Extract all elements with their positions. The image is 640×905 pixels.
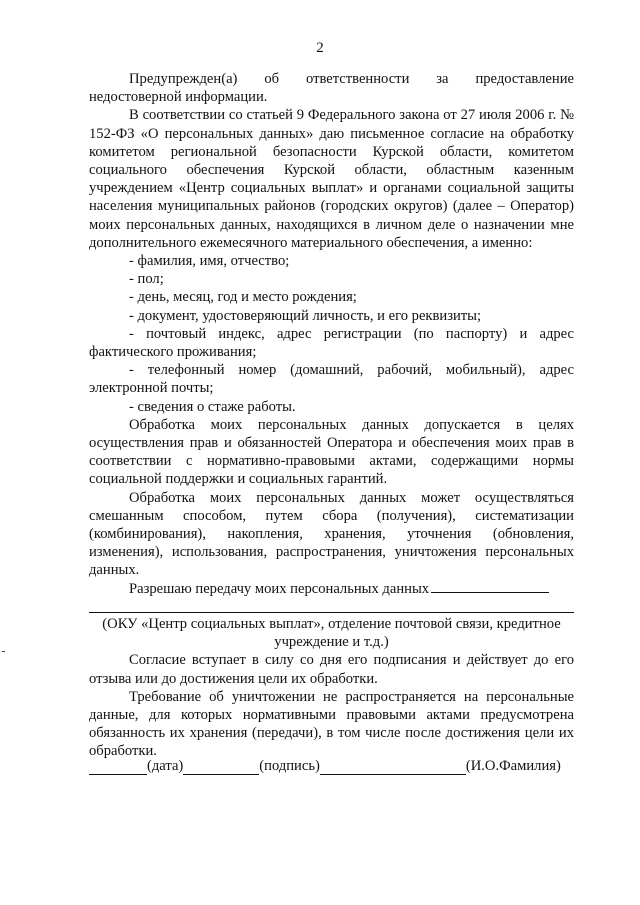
name-field[interactable] (320, 761, 466, 775)
signature-label: (подпись) (259, 758, 320, 774)
list-item: - почтовый индекс, адрес регистрации (по паспорту) и адрес фактического проживания; (89, 325, 574, 361)
signature-field[interactable] (183, 761, 259, 775)
name-label: (И.О.Фамилия) (465, 758, 561, 774)
scan-mark (2, 651, 5, 652)
document-body (89, 70, 574, 761)
transfer-note: (ОКУ «Центр социальных выплат», отделение почтовой связи, кредитное учреждение и т.д.) (102, 615, 561, 651)
purpose-paragraph: Обработка моих персональных данных допускается в целях осуществления прав и обязанностей Оператора и обеспечения моих прав в соответствии с нормативно-правовыми актами, содержащими нормы социальной поддержки и социальных гарантий. (89, 416, 574, 488)
destruction-paragraph: Требование об уничтожении не распространяется на персональные данные, для которых нормативными правовыми актами предусмотрена обязанность их хранения (передачи), в том числе после достижения цели их обработки. (89, 688, 574, 760)
transfer-recipient-line[interactable] (89, 612, 574, 613)
validity-paragraph: Согласие вступает в силу со дня его подписания и действует до его отзыва или до достижения цели их обработки. (89, 652, 574, 687)
page-number: 2 (316, 40, 324, 56)
transfer-paragraph (89, 580, 574, 598)
date-field[interactable] (89, 761, 147, 775)
transfer-text: Разрешаю передачу моих персональных данных (129, 580, 430, 597)
list-item: - день, месяц, год и место рождения; (129, 289, 357, 306)
transfer-recipient-field[interactable] (431, 580, 549, 593)
personal-data-list (89, 252, 574, 416)
methods-paragraph: Обработка моих персональных данных может осуществляться смешанным способом, путем сбора (получения), систематизации (комбинирования), накопления, хранения, уточнения (обновления, изменения), использования, распространения, уничтожения персональных данных. (89, 489, 574, 579)
list-item: - пол; (129, 271, 164, 288)
warning-paragraph: Предупрежден(а) об ответственности за предоставление недостоверной информации. (89, 71, 574, 106)
list-item: - телефонный номер (домашний, рабочий, мобильный), адрес электронной почты; (89, 362, 574, 397)
signature-row (89, 758, 574, 775)
list-item: - документ, удостоверяющий личность, и его реквизиты; (129, 307, 482, 324)
date-label: (дата) (147, 758, 184, 774)
consent-intro-paragraph: В соответствии со статьей 9 Федерального закона от 27 июля 2006 г. № 152-ФЗ «О персональных данных» даю письменное согласие на обработку комитетом региональной безопасности Курской области, комитетом социального обеспечения Курской области, областным казенным учреждением «Центр социальных выплат» и органами социальной защиты населения муниципальных районов (городских округов) (далее – Оператор) моих персональных данных, находящихся в личном деле о назначении мне дополнительного ежемесячного материального обеспечения, а именно: (89, 107, 574, 251)
list-item: - фамилия, имя, отчество; (129, 253, 290, 270)
list-item: - сведения о стаже работы. (129, 398, 296, 415)
